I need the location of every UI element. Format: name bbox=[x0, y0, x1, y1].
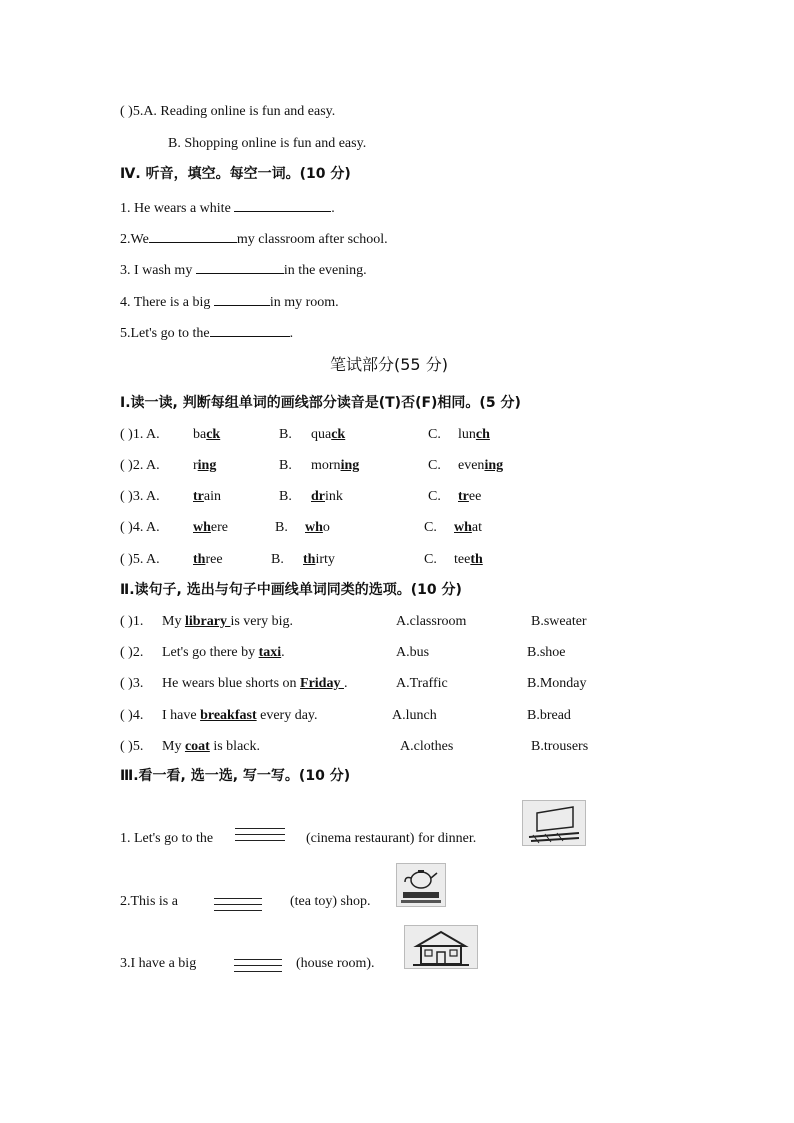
underlined-letters: ck bbox=[206, 427, 221, 442]
underlined-letters: dr bbox=[311, 489, 325, 504]
option-label: C. bbox=[428, 489, 441, 504]
word-option-c: lunch bbox=[458, 427, 490, 442]
question-number: ( )5. bbox=[120, 739, 144, 754]
question-number: ( )3. bbox=[120, 676, 144, 691]
answer-blank[interactable] bbox=[214, 291, 270, 306]
part3-q1-options: (cinema restaurant) for dinner. bbox=[306, 831, 477, 846]
house-icon bbox=[404, 925, 478, 969]
word-option-a: back bbox=[193, 427, 221, 442]
underlined-letters: th bbox=[193, 552, 206, 567]
fill-q5: 5.Let's go to the . bbox=[120, 322, 293, 343]
option-label: B. bbox=[275, 520, 288, 535]
question-number: ( )2. A. bbox=[120, 458, 160, 473]
question-number: ( )5. A. bbox=[120, 552, 160, 567]
listening-q5-a: ( )5.A. Reading online is fun and easy. bbox=[120, 104, 336, 119]
sentence: He wears blue shorts on Friday . bbox=[162, 676, 348, 691]
word-option-a: where bbox=[193, 520, 228, 535]
fill-q1: 1. He wears a white . bbox=[120, 197, 335, 218]
sentence: I have breakfast every day. bbox=[162, 708, 318, 723]
choice-b: B.trousers bbox=[531, 739, 589, 754]
underlined-letters: ch bbox=[475, 427, 490, 442]
underlined-letters: ing bbox=[484, 458, 504, 473]
question-number: ( )1. A. bbox=[120, 427, 160, 442]
sentence: Let's go there by taxi. bbox=[162, 645, 285, 660]
choice-a: A.classroom bbox=[396, 614, 467, 629]
underlined-letters: ck bbox=[331, 427, 346, 442]
part3-q1-text: 1. Let's go to the bbox=[120, 831, 214, 846]
part3-heading: Ⅲ.看一看, 选一选, 写一写。(10 分) bbox=[120, 768, 351, 784]
underlined-letters: ing bbox=[197, 458, 217, 473]
answer-blank[interactable] bbox=[210, 322, 290, 337]
choice-a: A.lunch bbox=[392, 708, 437, 723]
fill-q4-text: 4. There is a big bbox=[120, 295, 214, 310]
option-label: C. bbox=[428, 427, 441, 442]
word-option-b: who bbox=[305, 520, 330, 535]
part3-q3-text: 3.I have a big bbox=[120, 956, 197, 971]
listening-q5-b: B. Shopping online is fun and easy. bbox=[168, 136, 367, 151]
word-option-a: three bbox=[193, 552, 223, 567]
word-option-a: ring bbox=[193, 458, 217, 473]
option-label: C. bbox=[428, 458, 441, 473]
answer-blank[interactable] bbox=[196, 259, 284, 274]
fill-q3: 3. I wash my in the evening. bbox=[120, 259, 367, 280]
sentence: My library is very big. bbox=[162, 614, 294, 629]
choice-a: A.Traffic bbox=[396, 676, 448, 691]
underlined-letters: tr bbox=[458, 489, 469, 504]
choice-b: B.sweater bbox=[531, 614, 587, 629]
cinema-screen-icon bbox=[522, 800, 586, 846]
choice-a: A.clothes bbox=[400, 739, 454, 754]
choice-b: B.shoe bbox=[527, 645, 566, 660]
underlined-letters: wh bbox=[454, 520, 472, 535]
word-option-b: drink bbox=[311, 489, 343, 504]
writing-lines[interactable] bbox=[214, 898, 262, 916]
underlined-word: breakfast bbox=[200, 708, 257, 723]
underlined-word: Friday bbox=[300, 676, 344, 691]
underlined-word: library bbox=[184, 614, 231, 629]
option-label: B. bbox=[271, 552, 284, 567]
part2-heading: Ⅱ.读句子, 选出与句子中画线单词同类的选项。(10 分) bbox=[120, 582, 462, 598]
fill-q2-text: 2.We bbox=[120, 232, 149, 247]
word-option-b: morning bbox=[311, 458, 360, 473]
underlined-letters: wh bbox=[193, 520, 211, 535]
written-part-title: 笔试部分(55 分) bbox=[330, 355, 448, 374]
word-option-c: tree bbox=[458, 489, 482, 504]
word-option-a: train bbox=[193, 489, 221, 504]
option-label: B. bbox=[279, 458, 292, 473]
word-option-b: quack bbox=[311, 427, 346, 442]
choice-b: B.Monday bbox=[527, 676, 587, 691]
fill-q5-text: 5.Let's go to the bbox=[120, 326, 210, 341]
word-option-c: evening bbox=[458, 458, 504, 473]
sentence: My coat is black. bbox=[162, 739, 260, 754]
underlined-letters: tr bbox=[193, 489, 204, 504]
fill-q2: 2.We my classroom after school. bbox=[120, 228, 388, 249]
option-label: C. bbox=[424, 520, 437, 535]
option-label: B. bbox=[279, 489, 292, 504]
word-option-b: thirty bbox=[303, 552, 335, 567]
fill-q1-text: 1. He wears a white bbox=[120, 201, 235, 216]
fill-q3-text: 3. I wash my bbox=[120, 263, 196, 278]
fill-q4: 4. There is a big in my room. bbox=[120, 291, 339, 312]
option-label: B. bbox=[279, 427, 292, 442]
part3-q3-options: (house room). bbox=[296, 956, 375, 971]
teapot-shop-icon bbox=[396, 863, 446, 907]
word-option-c: what bbox=[454, 520, 483, 535]
question-number: ( )4. bbox=[120, 708, 144, 723]
choice-b: B.bread bbox=[527, 708, 571, 723]
question-number: ( )3. A. bbox=[120, 489, 160, 504]
question-number: ( )4. A. bbox=[120, 520, 160, 535]
answer-blank[interactable] bbox=[149, 228, 237, 243]
writing-lines[interactable] bbox=[235, 828, 285, 846]
writing-lines[interactable] bbox=[234, 959, 282, 977]
underlined-letters: th bbox=[303, 552, 316, 567]
section4-heading: Ⅳ. 听音，填空。每空一词。(10 分) bbox=[120, 166, 351, 182]
option-label: C. bbox=[424, 552, 437, 567]
word-option-c: teeth bbox=[454, 552, 483, 567]
choice-a: A.bus bbox=[396, 645, 430, 660]
underlined-letters: th bbox=[470, 552, 483, 567]
question-number: ( )2. bbox=[120, 645, 144, 660]
underlined-word: coat bbox=[184, 739, 210, 754]
answer-blank[interactable] bbox=[234, 197, 331, 212]
part3-q2-options: (tea toy) shop. bbox=[290, 894, 371, 909]
part1-heading: Ⅰ.读一读, 判断每组单词的画线部分读音是(T)否(F)相同。(5 分) bbox=[120, 395, 521, 411]
underlined-letters: ing bbox=[340, 458, 360, 473]
part3-q2-text: 2.This is a bbox=[120, 894, 178, 909]
underlined-word: taxi bbox=[258, 645, 282, 660]
underlined-letters: wh bbox=[305, 520, 323, 535]
question-number: ( )1. bbox=[120, 614, 144, 629]
